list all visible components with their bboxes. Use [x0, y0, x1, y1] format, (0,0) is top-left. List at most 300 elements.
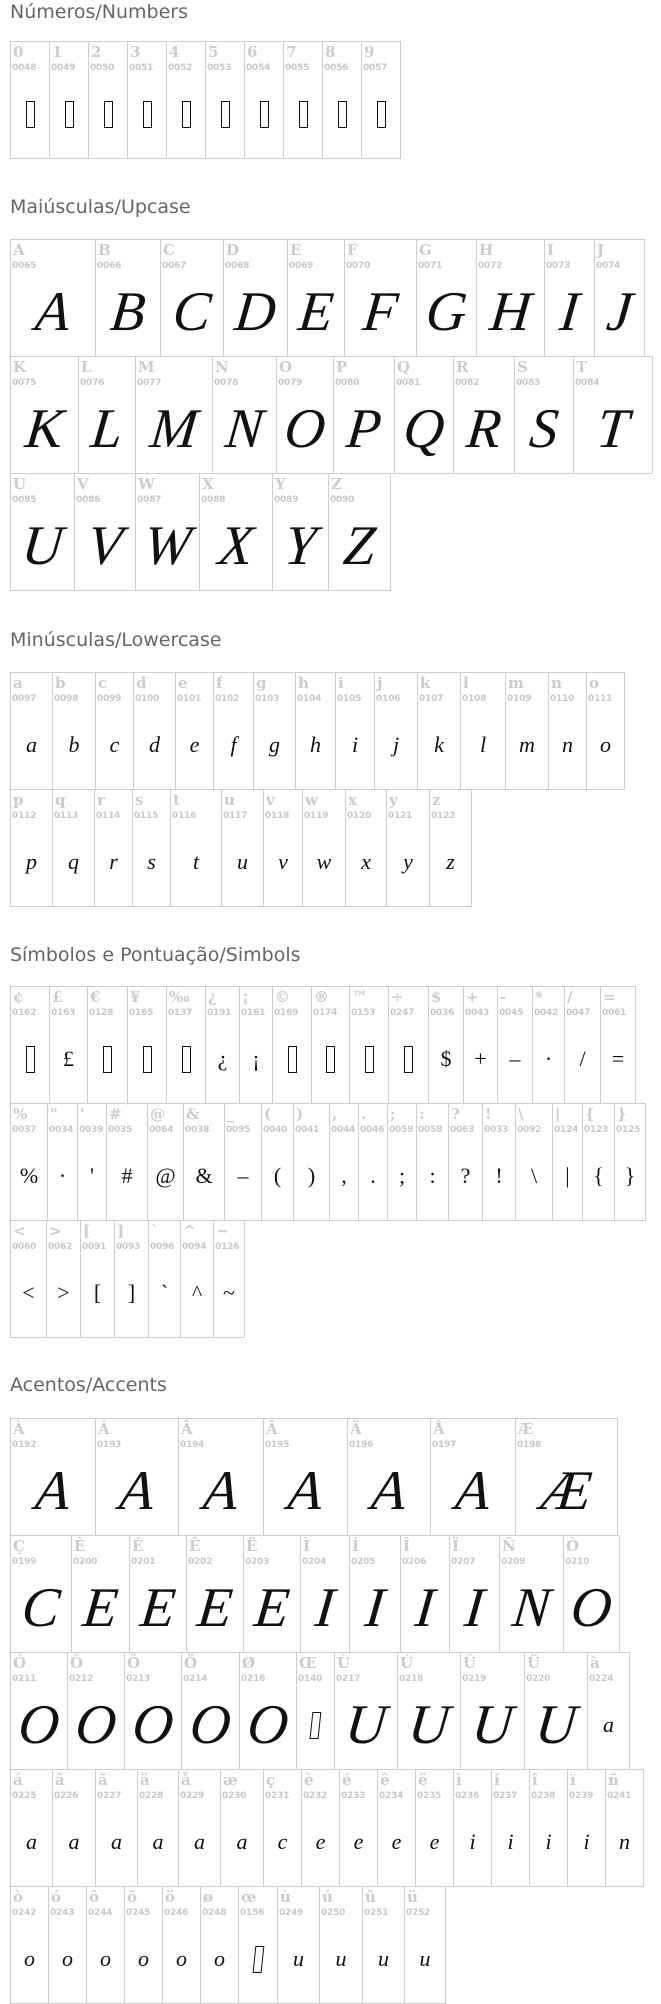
glyph-text: < — [22, 1280, 35, 1305]
character-label: Õ — [127, 1654, 141, 1672]
character-label: | — [555, 1105, 561, 1123]
character-code: 0219 — [462, 1674, 487, 1684]
glyph-cell — [213, 672, 254, 790]
glyph-cell — [212, 356, 277, 474]
glyph-text: A — [32, 281, 74, 343]
glyph-preview — [499, 1576, 564, 1640]
glyph-preview — [565, 1027, 600, 1091]
character-code: 0046 — [360, 1125, 385, 1135]
glyph-text: E — [251, 1577, 293, 1639]
glyph-text: ? — [460, 1163, 471, 1188]
glyph-text: i — [583, 1829, 590, 1854]
glyph-preview — [50, 1027, 87, 1091]
glyph-text: o — [176, 1946, 187, 1971]
glyph-text: V — [84, 515, 126, 577]
glyph-cell — [387, 1103, 417, 1221]
character-label: i — [338, 674, 344, 692]
character-label: * — [535, 988, 543, 1006]
character-code: 0126 — [215, 1242, 240, 1252]
glyph-text: } — [624, 1163, 636, 1188]
glyph-preview — [264, 830, 302, 894]
glyph-cell — [180, 1220, 214, 1338]
glyph-cell — [460, 1652, 525, 1770]
character-code: 0206 — [402, 1557, 427, 1567]
glyph-cell — [449, 1535, 500, 1653]
glyph-cell — [238, 1886, 278, 2004]
character-code: 0042 — [534, 1008, 559, 1018]
glyph-text: > — [57, 1280, 70, 1305]
character-label: @ — [150, 1105, 165, 1123]
glyph-cell — [586, 672, 625, 790]
glyph-preview — [240, 1027, 272, 1091]
glyph-text: o — [214, 1946, 225, 1971]
glyph-cell — [416, 1103, 449, 1221]
character-label: ç — [266, 1771, 276, 1789]
glyph-text: ~ — [223, 1280, 235, 1305]
character-code: 0036 — [430, 1008, 455, 1018]
glyph-preview — [134, 713, 175, 777]
missing-glyph-icon — [323, 82, 361, 146]
character-label: ) — [296, 1105, 304, 1123]
glyph-text: P — [343, 398, 385, 460]
character-code: 0230 — [222, 1791, 247, 1801]
missing-glyph-icon — [350, 1027, 388, 1091]
character-code: 0201 — [131, 1557, 156, 1567]
glyph-preview — [179, 1810, 220, 1874]
glyph-text: y — [403, 849, 413, 874]
glyph-text: Y — [281, 515, 320, 577]
glyph-text: e — [353, 1829, 364, 1854]
glyph-cell — [49, 986, 88, 1104]
missing-glyph-box-icon — [182, 1046, 191, 1073]
section-title-numbers: Números/Numbers — [10, 1, 188, 23]
glyph-preview — [378, 1810, 415, 1874]
glyph-cell — [429, 789, 472, 907]
glyph-preview — [115, 1261, 148, 1325]
glyph-preview — [492, 1810, 529, 1874]
character-code: 0246 — [164, 1908, 189, 1918]
glyph-text: U — [469, 1694, 516, 1756]
glyph-preview — [206, 1027, 239, 1091]
character-label: Ú — [400, 1654, 414, 1672]
character-label: z — [432, 791, 441, 809]
missing-glyph-icon — [362, 82, 400, 146]
glyph-text: m — [519, 732, 535, 757]
glyph-preview — [149, 1261, 180, 1325]
character-label: £ — [52, 988, 63, 1006]
character-code: 0109 — [507, 694, 532, 704]
glyph-cell — [67, 1652, 125, 1770]
character-code: 0105 — [337, 694, 362, 704]
character-code: 0060 — [12, 1242, 37, 1252]
character-label: ¡ — [242, 988, 249, 1006]
glyph-preview — [10, 280, 96, 344]
character-label: K — [13, 358, 27, 376]
glyph-cell — [277, 1886, 320, 2004]
character-code: 0113 — [54, 811, 79, 821]
missing-glyph-icon — [50, 82, 88, 146]
glyph-preview — [10, 514, 75, 578]
glyph-preview — [181, 1693, 240, 1757]
glyph-text: u — [419, 1946, 431, 1971]
glyph-text: [ — [93, 1280, 102, 1305]
glyph-preview — [300, 1576, 350, 1640]
glyph-text: ( — [273, 1163, 282, 1188]
character-code: 0063 — [450, 1125, 475, 1135]
glyph-text: A — [452, 1460, 494, 1522]
glyph-text: ; — [398, 1163, 406, 1188]
glyph-text: j — [392, 732, 400, 757]
glyph-text: z — [446, 849, 455, 874]
glyph-preview — [347, 1459, 431, 1523]
character-code: 0156 — [240, 1908, 265, 1918]
character-label: G — [419, 241, 432, 259]
glyph-cell — [178, 1418, 264, 1536]
glyph-text: v — [278, 849, 288, 874]
glyph-text: i — [507, 1829, 514, 1854]
character-code: 0107 — [419, 694, 444, 704]
character-label: T — [576, 358, 588, 376]
glyph-text: a — [26, 732, 37, 757]
glyph-text: M — [147, 398, 201, 460]
glyph-preview — [243, 1576, 301, 1640]
glyph-preview — [615, 1144, 645, 1208]
character-code: 0232 — [303, 1791, 328, 1801]
character-code: 0094 — [182, 1242, 207, 1252]
glyph-cell — [272, 986, 312, 1104]
character-code: 0207 — [451, 1557, 476, 1567]
glyph-text: H — [487, 281, 534, 343]
character-code: 0242 — [12, 1908, 37, 1918]
glyph-cell — [223, 239, 288, 357]
missing-glyph-icon — [312, 1027, 349, 1091]
character-label: B — [98, 241, 111, 259]
glyph-cell — [166, 41, 206, 159]
character-label: 4 — [169, 43, 180, 61]
glyph-cell — [186, 1535, 244, 1653]
glyph-preview — [53, 1810, 95, 1874]
glyph-preview — [296, 713, 335, 777]
character-label: n — [551, 674, 562, 692]
glyph-preview — [606, 1810, 643, 1874]
glyph-cell — [127, 986, 167, 1104]
glyph-text: O — [568, 1577, 615, 1639]
glyph-text: . — [370, 1163, 376, 1188]
character-code: 0244 — [88, 1908, 113, 1918]
glyph-cell — [532, 986, 565, 1104]
glyph-cell — [10, 986, 50, 1104]
glyph-cell — [137, 1769, 179, 1887]
character-code: 0115 — [134, 811, 159, 821]
character-label: © — [275, 988, 290, 1006]
glyph-cell — [404, 1886, 446, 2004]
character-label: ¢ — [13, 988, 24, 1006]
glyph-text: q — [68, 849, 79, 874]
character-code: 0125 — [616, 1125, 641, 1135]
glyph-preview — [129, 1576, 187, 1640]
character-label: L — [81, 358, 92, 376]
glyph-cell — [544, 239, 595, 357]
glyph-text: C — [170, 281, 214, 343]
glyph-text: Z — [340, 515, 379, 577]
character-code: 0090 — [330, 495, 355, 505]
character-label: r — [97, 791, 105, 809]
character-code: 0075 — [12, 378, 37, 388]
glyph-preview — [506, 713, 548, 777]
character-label: à — [590, 1654, 600, 1672]
section-title-accents: Acentos/Accents — [10, 1374, 167, 1396]
glyph-text: $ — [440, 1046, 452, 1071]
glyph-cell — [80, 1220, 115, 1338]
glyph-cell — [573, 356, 653, 474]
glyph-preview — [135, 514, 200, 578]
character-code: 0252 — [406, 1908, 431, 1918]
glyph-preview — [387, 830, 429, 894]
character-code: 0065 — [12, 261, 37, 271]
glyph-cell — [244, 41, 284, 159]
glyph-cell — [263, 1769, 302, 1887]
glyph-cell — [283, 41, 323, 159]
glyph-text: I — [556, 281, 583, 343]
glyph-preview — [78, 397, 136, 461]
character-label: } — [617, 1105, 627, 1123]
glyph-cell — [47, 1103, 78, 1221]
missing-glyph-icon — [88, 1027, 127, 1091]
glyph-text: e — [391, 1829, 402, 1854]
glyph-preview — [544, 280, 595, 344]
glyph-preview — [78, 1144, 106, 1208]
missing-glyph-box-icon — [143, 101, 152, 128]
glyph-text: U — [405, 1694, 453, 1756]
character-code: 0137 — [168, 1008, 193, 1018]
missing-glyph-box-icon — [310, 1712, 322, 1739]
glyph-cell — [166, 986, 206, 1104]
character-code: 0117 — [223, 811, 248, 821]
character-code: 0051 — [129, 63, 154, 73]
glyph-preview — [53, 713, 95, 777]
character-code: 0224 — [589, 1674, 614, 1684]
glyph-preview — [449, 1576, 500, 1640]
character-code: 0043 — [465, 1008, 490, 1018]
character-code: 0169 — [274, 1008, 299, 1018]
glyph-preview — [359, 1144, 387, 1208]
character-label: + — [466, 988, 479, 1006]
character-label: - — [500, 988, 507, 1006]
character-label: ñ — [608, 1771, 619, 1789]
glyph-preview — [96, 713, 133, 777]
character-label: y — [389, 791, 398, 809]
character-label: _ — [227, 1105, 235, 1123]
character-label: é — [342, 1771, 352, 1789]
character-code: 0121 — [388, 811, 413, 821]
missing-glyph-box-icon — [326, 1046, 335, 1073]
character-label: á — [13, 1771, 23, 1789]
glyph-cell — [239, 986, 273, 1104]
character-label: ì — [456, 1771, 462, 1789]
glyph-cell — [181, 1652, 240, 1770]
glyph-preview — [81, 1261, 114, 1325]
character-code: 0140 — [298, 1674, 323, 1684]
glyph-preview — [214, 1261, 244, 1325]
character-label: D — [226, 241, 240, 259]
glyph-cell — [386, 789, 430, 907]
character-label: ÷ — [391, 988, 404, 1006]
glyph-text: n — [562, 732, 573, 757]
character-label: u — [224, 791, 235, 809]
glyph-text: Æ — [538, 1460, 595, 1522]
character-code: 0239 — [569, 1791, 594, 1801]
character-code: 0195 — [265, 1440, 290, 1450]
character-code: 0112 — [12, 811, 37, 821]
character-code: 0099 — [97, 694, 122, 704]
character-code: 0089 — [274, 495, 299, 505]
glyph-preview — [184, 1144, 224, 1208]
glyph-text: t — [192, 849, 200, 874]
character-code: 0103 — [255, 694, 280, 704]
glyph-preview — [498, 1027, 532, 1091]
glyph-text: ] — [127, 1280, 136, 1305]
glyph-text: L — [88, 398, 126, 460]
glyph-text: i — [469, 1829, 476, 1854]
character-label: E — [290, 241, 302, 259]
glyph-cell — [52, 789, 95, 907]
glyph-cell — [301, 1769, 340, 1887]
glyph-cell — [416, 239, 477, 357]
character-label: 0 — [13, 43, 24, 61]
glyph-preview — [303, 830, 345, 894]
missing-glyph-icon — [206, 82, 244, 146]
character-code: 0088 — [201, 495, 226, 505]
glyph-cell — [499, 1535, 564, 1653]
glyph-text: ¡ — [252, 1046, 260, 1071]
glyph-preview — [262, 1144, 293, 1208]
character-label: g — [256, 674, 267, 692]
character-code: 0056 — [324, 63, 349, 73]
character-label: É — [132, 1537, 144, 1555]
character-code: 0085 — [12, 495, 37, 505]
glyph-text: E — [137, 1577, 179, 1639]
glyph-cell — [388, 986, 429, 1104]
glyph-cell — [515, 1103, 553, 1221]
character-code: 0118 — [265, 811, 290, 821]
glyph-cell — [322, 41, 362, 159]
glyph-cell — [417, 672, 461, 790]
character-code: 0198 — [517, 1440, 542, 1450]
glyph-cell — [178, 1769, 221, 1887]
glyph-preview — [135, 397, 213, 461]
character-code: 0214 — [183, 1674, 208, 1684]
glyph-text: E — [80, 1577, 121, 1639]
character-label: " — [50, 1105, 58, 1123]
character-label: 1 — [52, 43, 63, 61]
glyph-text: £ — [63, 1046, 74, 1071]
character-label: ë — [418, 1771, 428, 1789]
glyph-text: u — [293, 1946, 304, 1971]
glyph-cell — [362, 1886, 405, 2004]
glyph-cell — [10, 1220, 47, 1338]
glyph-cell — [287, 239, 345, 357]
glyph-cell — [52, 672, 96, 790]
glyph-cell — [183, 1103, 225, 1221]
glyph-cell — [428, 986, 464, 1104]
glyph-preview — [416, 1810, 453, 1874]
glyph-cell — [463, 986, 498, 1104]
character-label: V — [77, 475, 89, 493]
glyph-cell — [10, 239, 96, 357]
character-label: Î — [403, 1537, 411, 1555]
glyph-preview — [416, 280, 477, 344]
glyph-text: s — [147, 849, 156, 874]
character-label: ö — [165, 1888, 176, 1906]
glyph-cell — [10, 1103, 48, 1221]
glyph-cell — [333, 356, 395, 474]
glyph-cell — [78, 356, 136, 474]
glyph-cell — [263, 1418, 348, 1536]
glyph-preview — [176, 713, 213, 777]
glyph-cell — [10, 1886, 49, 2004]
glyph-cell — [564, 986, 601, 1104]
glyph-preview — [344, 280, 417, 344]
character-code: 0071 — [418, 261, 443, 271]
glyph-cell — [482, 1103, 516, 1221]
glyph-preview — [461, 713, 505, 777]
character-label: U — [13, 475, 27, 493]
glyph-cell — [253, 672, 296, 790]
glyph-preview — [320, 1927, 362, 1991]
glyph-preview — [328, 514, 391, 578]
character-code: 0216 — [241, 1674, 266, 1684]
missing-glyph-icon — [389, 1027, 428, 1091]
character-code: 0084 — [575, 378, 600, 388]
character-code: 0202 — [188, 1557, 213, 1567]
glyph-text: I — [362, 1577, 388, 1639]
glyph-preview — [483, 1144, 515, 1208]
glyph-cell — [335, 672, 375, 790]
glyph-cell — [224, 1103, 262, 1221]
character-code: 0100 — [135, 694, 160, 704]
character-label: í — [494, 1771, 500, 1789]
glyph-text: | — [565, 1163, 570, 1188]
character-label: œ — [241, 1888, 257, 1906]
glyph-preview — [417, 1144, 448, 1208]
glyph-preview — [11, 1810, 52, 1874]
character-code: 0128 — [89, 1008, 114, 1018]
character-label: 7 — [286, 43, 297, 61]
character-label: A — [13, 241, 25, 259]
character-label: ã — [98, 1771, 108, 1789]
missing-glyph-box-icon — [365, 1046, 374, 1073]
glyph-text: g — [269, 732, 280, 757]
glyph-cell — [514, 356, 574, 474]
glyph-preview — [96, 1810, 137, 1874]
character-label: 6 — [247, 43, 258, 61]
glyph-text: C — [19, 1577, 63, 1639]
character-code: 0095 — [226, 1125, 251, 1135]
character-label: ï — [570, 1771, 576, 1789]
glyph-cell — [296, 1652, 335, 1770]
glyph-preview — [10, 1459, 96, 1523]
character-code: 0210 — [565, 1557, 590, 1567]
character-label: ä — [140, 1771, 150, 1789]
character-label: H — [479, 241, 494, 259]
glyph-text: u — [335, 1946, 347, 1971]
character-code: 0228 — [139, 1791, 164, 1801]
character-label: & — [186, 1105, 200, 1123]
glyph-preview — [294, 1144, 329, 1208]
glyph-preview — [454, 1810, 491, 1874]
glyph-preview — [514, 397, 574, 461]
glyph-cell — [205, 986, 240, 1104]
